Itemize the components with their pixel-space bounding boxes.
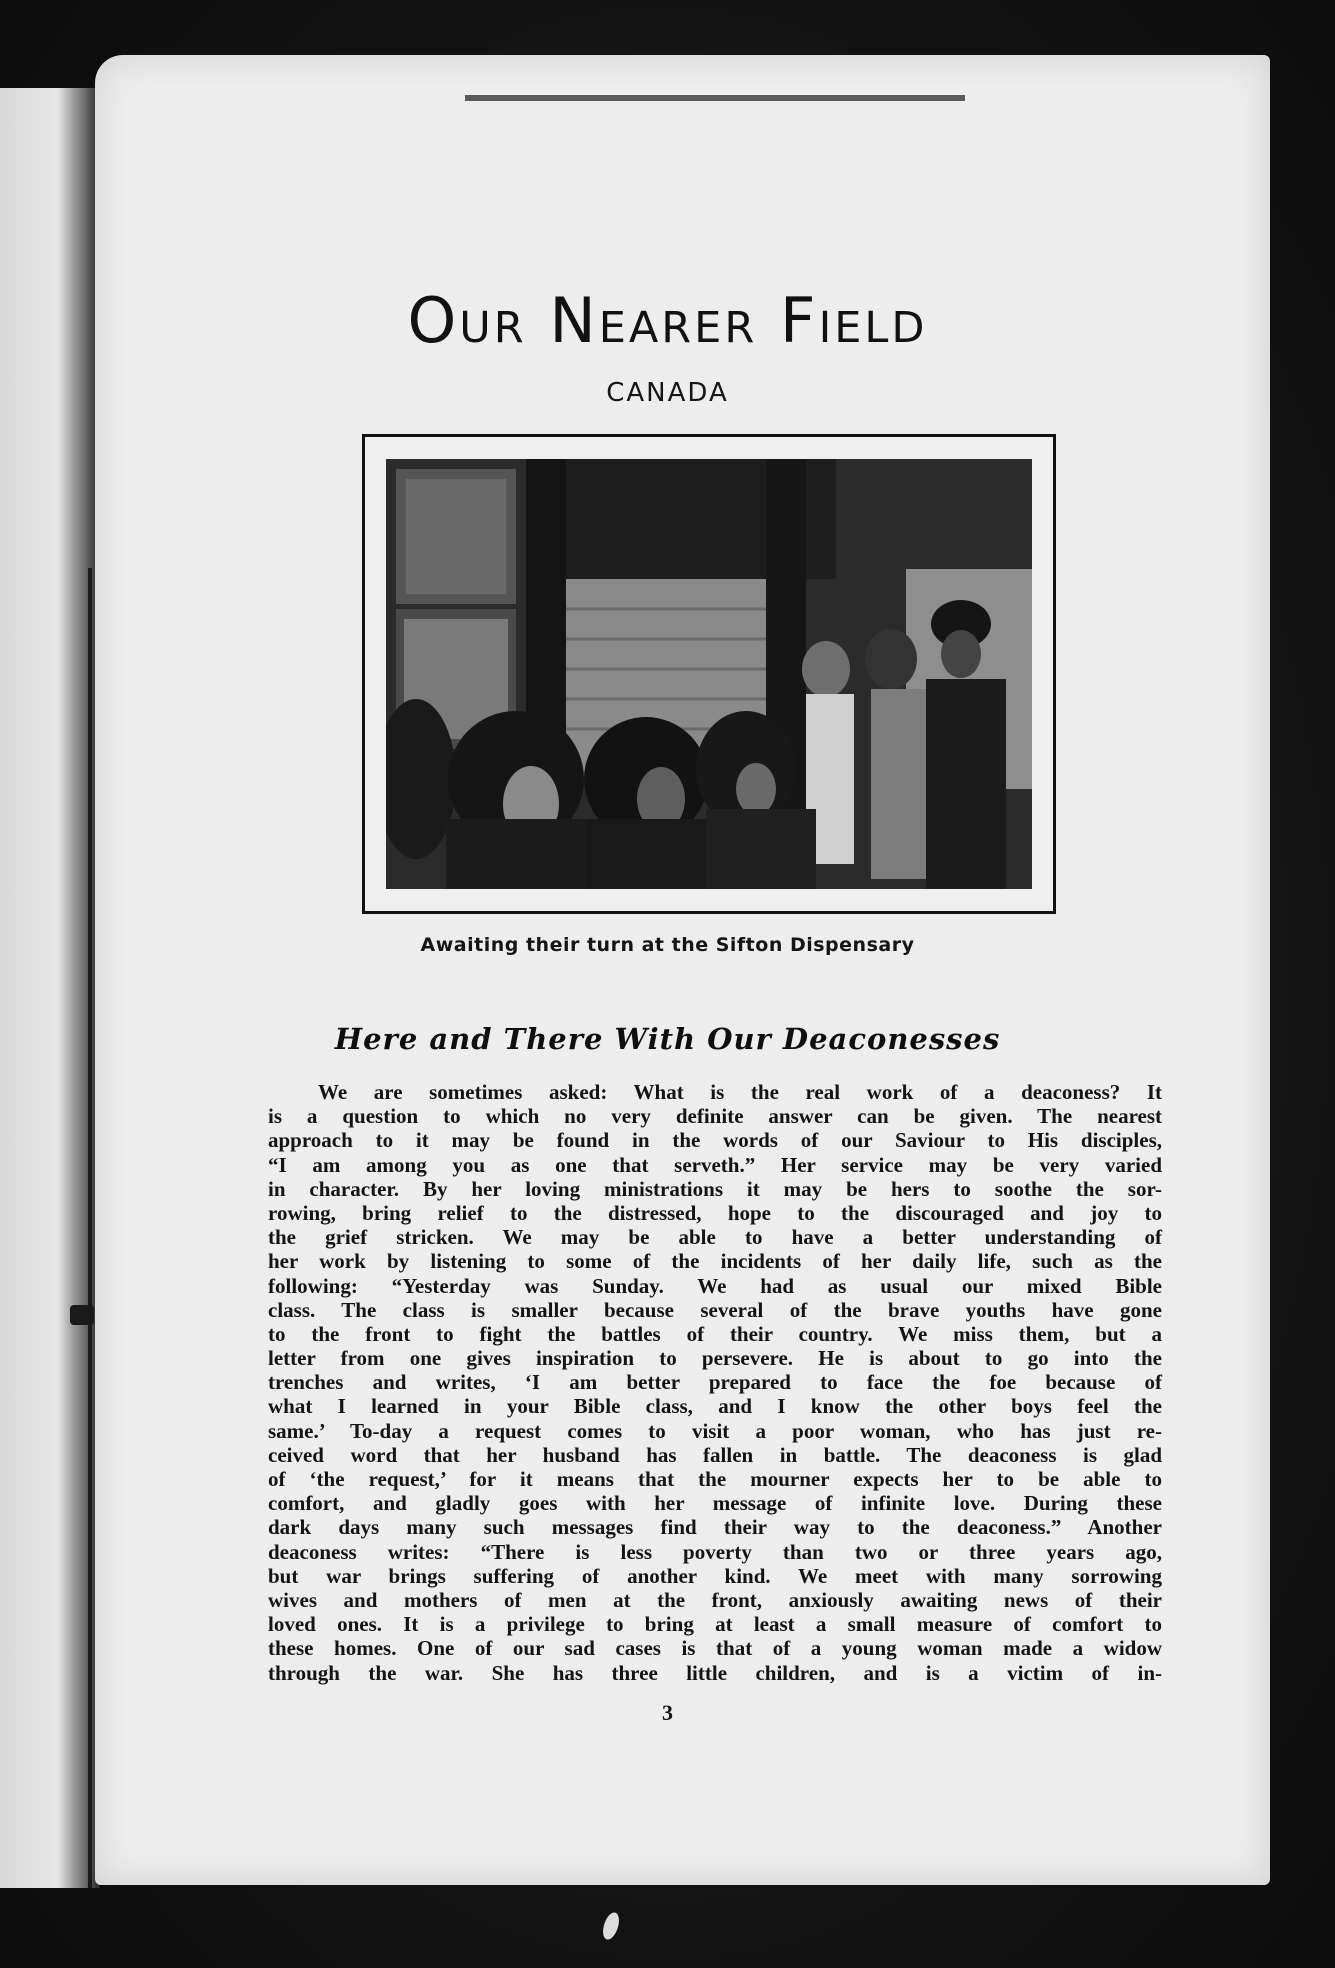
body-line: “I am among you as one that serveth.” Her service may be very varied [268, 1152, 1162, 1177]
body-line: class. The class is smaller because several of the brave youths have gone [268, 1297, 1162, 1322]
body-paragraph [268, 1080, 1162, 1685]
body-line: is a question to which no very definite answer can be given. The nearest [268, 1104, 1162, 1129]
body-line: rowing, bring relief to the distressed, hope to the discouraged and joy to [268, 1200, 1162, 1225]
body-line: to the front to fight the battles of their country. We miss them, but a [268, 1321, 1162, 1346]
dispensary-photo [386, 459, 1032, 889]
body-line: these homes. One of our sad cases is that of a young woman made a widow [268, 1636, 1162, 1661]
body-line: deaconess writes: “There is less poverty than two or three years ago, [268, 1539, 1162, 1564]
body-line: dark days many such messages find their way to the deaconess.” Another [268, 1515, 1162, 1540]
page-subtitle: CANADA [606, 378, 729, 408]
body-line: of ‘the request,’ for it means that the mourner expects her to be able to [268, 1467, 1162, 1491]
binding-line [88, 568, 92, 1888]
page-title: Our Nearer Field [407, 284, 928, 357]
section-heading: Here and There With Our Deaconesses [334, 1022, 1001, 1056]
body-line: what I learned in your Bible class, and I know the other boys feel the [268, 1394, 1162, 1419]
photo-caption: Awaiting their turn at the Sifton Dispensary [420, 934, 915, 956]
body-line: her work by listening to some of the incidents of her daily life, such as the [268, 1249, 1162, 1274]
body-line: approach to it may be found in the words of our Saviour to His disciples, [268, 1128, 1162, 1153]
facing-page-edge [0, 88, 100, 1888]
body-line: the grief stricken. We may be able to have a better understanding of [268, 1225, 1162, 1250]
body-line: but war brings suffering of another kind. We meet with many sorrowing [268, 1563, 1162, 1588]
body-line: ceived word that her husband has fallen in battle. The deaconess is glad [268, 1442, 1162, 1467]
body-line: in character. By her loving ministrations it may be hers to soothe the sor- [268, 1176, 1162, 1201]
body-line: We are sometimes asked: What is the real work of a deaconess? It [318, 1080, 1162, 1104]
body-line: trenches and writes, ‘I am better prepared to face the foe because of [268, 1370, 1162, 1395]
page-number: 3 [662, 1700, 673, 1725]
body-line: letter from one gives inspiration to persevere. He is about to go into the [268, 1346, 1162, 1371]
body-line: following: “Yesterday was Sunday. We had as usual our mixed Bible [268, 1273, 1162, 1298]
page-top-edge-mark [465, 95, 965, 101]
margin-ink-mark [70, 1305, 94, 1325]
body-line: wives and mothers of men at the front, anxiously awaiting news of their [268, 1587, 1162, 1612]
photo-illustration [386, 459, 1032, 889]
body-line: through the war. She has three little children, and is a victim of in- [268, 1660, 1162, 1685]
body-line: same.’ To-day a request comes to visit a poor woman, who has just re- [268, 1418, 1162, 1443]
body-line: comfort, and gladly goes with her message of infinite love. During these [268, 1491, 1162, 1516]
body-line: loved ones. It is a privilege to bring at least a small measure of comfort to [268, 1612, 1162, 1637]
